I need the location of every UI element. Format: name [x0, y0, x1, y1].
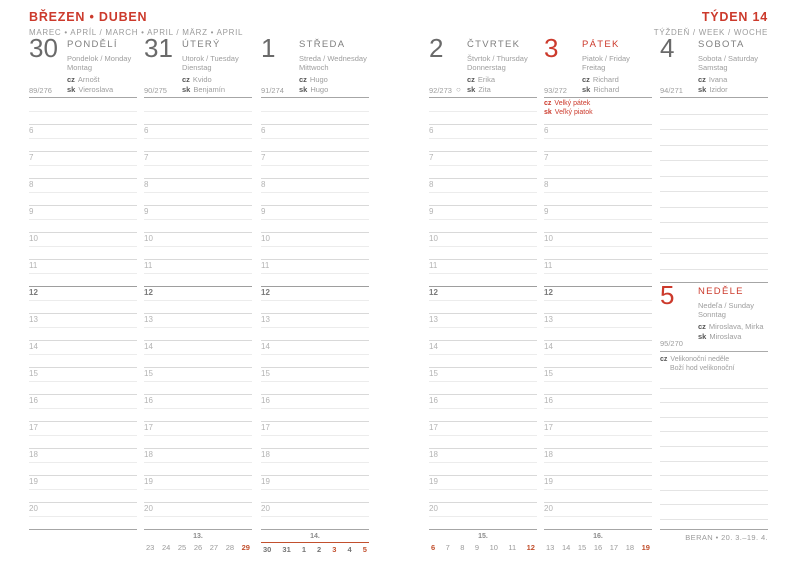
strip-day: 23 — [146, 543, 155, 552]
day-header — [698, 40, 768, 95]
day-header — [299, 40, 369, 95]
hour-label: 13 — [429, 315, 438, 324]
day-column-saturday-sunday — [660, 33, 768, 560]
cz-nameday: cz Ivana — [698, 75, 728, 84]
day-of-year: 91/274 — [261, 86, 284, 95]
hour-label: 20 — [544, 504, 553, 513]
strip-days — [429, 544, 537, 552]
strip-day: 19 — [641, 543, 650, 552]
week-strip-13 — [144, 531, 252, 552]
strip-day: 27 — [209, 543, 219, 552]
sk-nameday: sk Izidor — [698, 85, 728, 94]
hour-label: 8 — [261, 180, 266, 189]
day-number: 5 — [660, 280, 675, 310]
hour-label: 15 — [429, 369, 438, 378]
hour-label: 17 — [29, 423, 38, 432]
strip-day: 13 — [546, 543, 555, 552]
day-name-german: Freitag — [582, 63, 606, 72]
hour-label: 6 — [261, 126, 266, 135]
hour-label: 20 — [261, 504, 270, 513]
hour-label: 11 — [429, 261, 438, 270]
hour-label: 11 — [544, 261, 553, 270]
strip-label: 16. — [593, 533, 603, 540]
hour-label: 19 — [29, 477, 38, 486]
hour-label: 17 — [429, 423, 438, 432]
hour-label: 15 — [261, 369, 270, 378]
hour-label: 9 — [144, 207, 149, 216]
strip-day: 14 — [561, 543, 571, 552]
hour-label: 20 — [144, 504, 153, 513]
hour-grid — [429, 97, 537, 530]
strip-day: 5 — [362, 545, 367, 554]
hour-label: 12 — [544, 288, 553, 297]
full-moon-icon: ○ — [456, 85, 461, 94]
hour-label: 7 — [544, 153, 549, 162]
hour-label: 8 — [429, 180, 434, 189]
day-name-german: Sonntag — [698, 310, 726, 319]
day-header — [582, 40, 652, 95]
day-number: 2 — [429, 33, 444, 63]
strip-day: 7 — [445, 543, 450, 552]
hour-label: 14 — [29, 342, 38, 351]
day-column-friday — [544, 33, 652, 560]
hour-label: 19 — [144, 477, 153, 486]
hour-label: 12 — [144, 288, 153, 297]
day-name: ÚTERÝ — [182, 39, 221, 50]
day-name-translations: Nedeľa / Sunday — [698, 301, 754, 310]
cz-nameday: cz Erika — [467, 75, 496, 84]
hour-grid — [544, 97, 652, 530]
day-name-translations: Streda / Wednesday — [299, 54, 367, 63]
notes-lines-saturday — [660, 97, 768, 283]
hour-label: 10 — [29, 234, 38, 243]
day-name-translations: Sobota / Saturday — [698, 54, 759, 63]
hour-label: 10 — [144, 234, 153, 243]
day-header — [182, 40, 252, 95]
day-number: 1 — [261, 33, 276, 63]
hour-label: 15 — [544, 369, 553, 378]
hour-label: 19 — [429, 477, 438, 486]
hour-grid — [261, 97, 369, 530]
strip-day: 30 — [263, 545, 272, 554]
hour-grid — [144, 97, 252, 530]
day-name: STŘEDA — [299, 39, 346, 50]
hour-label: 11 — [29, 261, 38, 270]
day-of-year: 95/270 — [660, 339, 683, 348]
day-name-translations: Pondelok / Monday — [67, 54, 132, 63]
strip-day: 6 — [431, 543, 436, 552]
strip-day: 29 — [241, 543, 250, 552]
strip-day: 18 — [625, 543, 635, 552]
day-column-monday — [29, 33, 137, 560]
strip-day: 28 — [225, 543, 235, 552]
hour-label: 14 — [261, 342, 270, 351]
hour-label: 13 — [29, 315, 38, 324]
day-name-translations: Štvrtok / Thursday — [467, 54, 528, 63]
strip-day: 8 — [460, 543, 465, 552]
strip-day: 1 — [301, 545, 306, 554]
strip-day: 26 — [193, 543, 203, 552]
hour-label: 7 — [144, 153, 149, 162]
hour-label: 13 — [144, 315, 153, 324]
strip-day: 10 — [489, 543, 498, 552]
hour-label: 14 — [544, 342, 553, 351]
hour-label: 14 — [429, 342, 438, 351]
hour-label: 20 — [29, 504, 38, 513]
hour-label: 18 — [29, 450, 38, 459]
hour-grid — [29, 97, 137, 530]
day-column-tuesday — [144, 33, 252, 560]
cz-nameday: cz Richard — [582, 75, 619, 84]
hour-label: 9 — [544, 207, 549, 216]
hour-label: 9 — [29, 207, 34, 216]
day-header — [467, 40, 537, 95]
cz-nameday: cz Arnošt — [67, 75, 100, 84]
day-name-german: Mittwoch — [299, 63, 329, 72]
hour-label: 9 — [261, 207, 266, 216]
sk-nameday: sk Benjamín — [182, 85, 226, 94]
strip-label: 14. — [310, 533, 320, 540]
hour-label: 15 — [29, 369, 38, 378]
strip-day: 2 — [317, 545, 322, 554]
day-of-year: 93/272 — [544, 86, 567, 95]
day-name: SOBOTA — [698, 39, 745, 50]
strip-label: 13. — [193, 533, 203, 540]
sunday-header — [660, 280, 768, 374]
hour-label: 16 — [144, 396, 153, 405]
hour-label: 8 — [144, 180, 149, 189]
notes-lines-sunday — [660, 374, 768, 530]
hour-label: 8 — [544, 180, 549, 189]
strip-day: 31 — [282, 545, 291, 554]
holiday-note-easter-sunday: cz Velikonoční neděle Boží hod velikonoční — [660, 351, 768, 373]
hour-label: 16 — [29, 396, 38, 405]
cz-nameday: cz Miroslava, Mirka — [698, 322, 764, 331]
day-number: 3 — [544, 33, 559, 63]
strip-days — [544, 544, 652, 552]
sk-nameday: sk Richard — [582, 85, 620, 94]
sk-nameday: sk Zita — [467, 85, 491, 94]
hour-label: 12 — [429, 288, 438, 297]
hour-label: 19 — [544, 477, 553, 486]
zodiac-note: BERAN • 20. 3.–19. 4. — [685, 533, 768, 542]
day-name: PONDĚLÍ — [67, 39, 118, 50]
hour-label: 11 — [261, 261, 270, 270]
strip-day: 3 — [332, 545, 337, 554]
day-of-year: 89/276 — [29, 86, 52, 95]
hour-label: 16 — [261, 396, 270, 405]
hour-label: 16 — [429, 396, 438, 405]
hour-label: 11 — [144, 261, 153, 270]
day-number: 4 — [660, 33, 675, 63]
day-of-year: 90/275 — [144, 86, 167, 95]
strip-day: 11 — [508, 543, 517, 552]
day-of-year: 92/273 — [429, 86, 452, 95]
week-strip-14 — [261, 531, 369, 554]
strip-days — [261, 546, 369, 554]
strip-day: 12 — [526, 543, 535, 552]
hour-label: 10 — [544, 234, 553, 243]
hour-label: 8 — [29, 180, 34, 189]
day-column-wednesday — [261, 33, 369, 560]
strip-day: 4 — [347, 545, 352, 554]
current-week-underline — [261, 542, 369, 543]
month-subtitle: MAREC • APRÍL / MARCH • APRIL / MÄRZ • APRIL — [29, 28, 244, 37]
week-subtitle: TÝŽDEŇ / WEEK / WOCHE — [653, 28, 768, 37]
holiday-note-good-friday: cz Velký pátek sk Veľký piatok — [544, 99, 652, 117]
hour-label: 6 — [144, 126, 149, 135]
hour-label: 6 — [29, 126, 34, 135]
hour-label: 18 — [261, 450, 270, 459]
cz-nameday: cz Hugo — [299, 75, 328, 84]
day-name-translations: Piatok / Friday — [582, 54, 630, 63]
strip-day: 9 — [474, 543, 480, 552]
cz-nameday: cz Kvido — [182, 75, 212, 84]
month-title: BŘEZEN • DUBEN — [29, 10, 148, 24]
day-name: PÁTEK — [582, 39, 620, 50]
hour-label: 6 — [429, 126, 434, 135]
strip-label: 15. — [478, 533, 488, 540]
hour-label: 14 — [144, 342, 153, 351]
strip-day: 25 — [177, 543, 187, 552]
hour-label: 7 — [429, 153, 434, 162]
hour-label: 20 — [429, 504, 438, 513]
day-name-german: Dienstag — [182, 63, 212, 72]
week-strip-15 — [429, 531, 537, 552]
hour-label: 10 — [429, 234, 438, 243]
month-header — [29, 10, 243, 37]
day-name-translations: Utorok / Tuesday — [182, 54, 239, 63]
hour-label: 15 — [144, 369, 153, 378]
strip-days — [144, 544, 252, 552]
week-title: TÝDEN 14 — [701, 10, 768, 24]
day-name-german: Montag — [67, 63, 93, 72]
day-header — [67, 40, 137, 95]
hour-label: 16 — [544, 396, 553, 405]
hour-label: 12 — [261, 288, 270, 297]
hour-label: 13 — [261, 315, 270, 324]
strip-day: 17 — [609, 543, 619, 552]
hour-label: 13 — [544, 315, 553, 324]
strip-day: 24 — [161, 543, 171, 552]
hour-label: 17 — [544, 423, 553, 432]
day-number: 31 — [144, 33, 173, 63]
day-number: 30 — [29, 33, 58, 63]
hour-label: 7 — [29, 153, 34, 162]
strip-day: 15 — [577, 543, 587, 552]
hour-label: 18 — [429, 450, 438, 459]
sk-nameday: sk Miroslava — [698, 332, 742, 341]
day-of-year: 94/271 — [660, 86, 683, 95]
day-name: ČTVRTEK — [467, 39, 521, 50]
day-column-thursday — [429, 33, 537, 560]
hour-label: 19 — [261, 477, 270, 486]
strip-day: 16 — [593, 543, 603, 552]
sk-nameday: sk Vieroslava — [67, 85, 114, 94]
hour-label: 9 — [429, 207, 434, 216]
hour-label: 10 — [261, 234, 270, 243]
hour-label: 17 — [261, 423, 270, 432]
hour-label: 6 — [544, 126, 549, 135]
sk-nameday: sk Hugo — [299, 85, 329, 94]
hour-label: 18 — [544, 450, 553, 459]
hour-label: 17 — [144, 423, 153, 432]
hour-label: 12 — [29, 288, 38, 297]
hour-label: 18 — [144, 450, 153, 459]
hour-label: 7 — [261, 153, 266, 162]
day-name-german: Samstag — [698, 63, 728, 72]
day-name: NEDĚLE — [698, 286, 744, 297]
day-name-german: Donnerstag — [467, 63, 506, 72]
